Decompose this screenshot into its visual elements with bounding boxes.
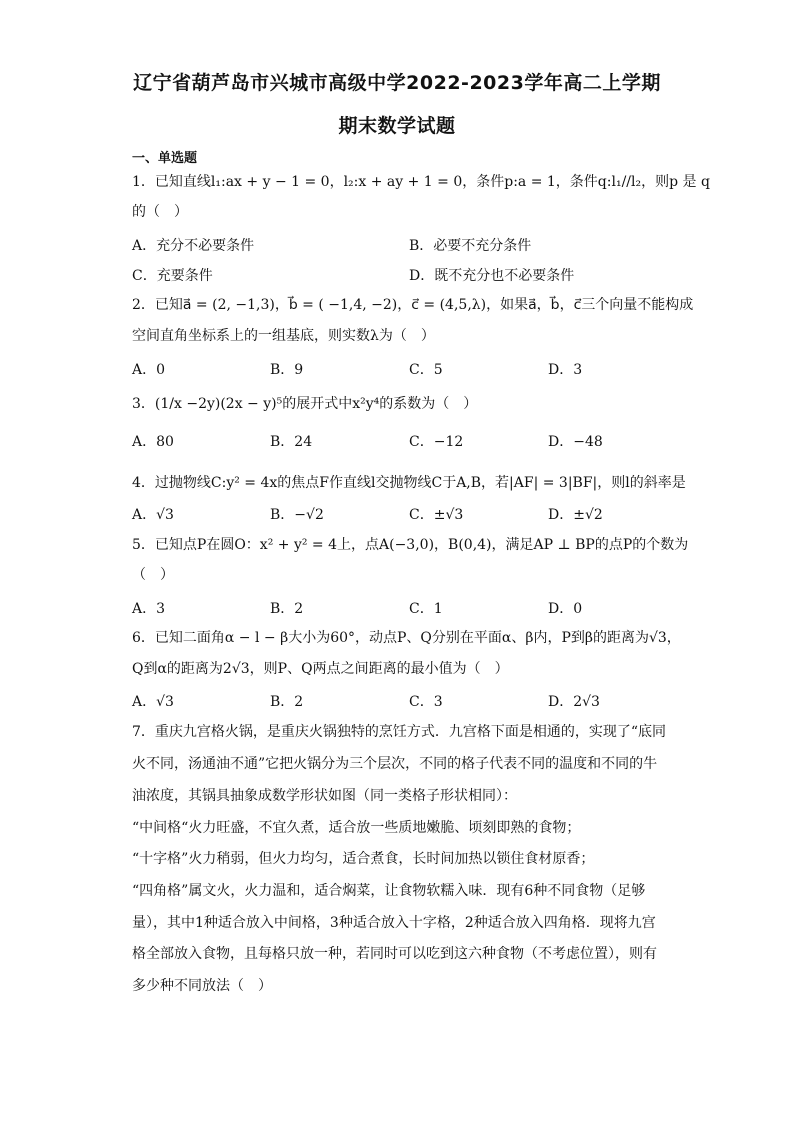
question-4-option-c: C．±√3 xyxy=(409,507,464,523)
question-7-line-4: “中间格“火力旺盛，不宜久煮，适合放一些质地嫩脆、顷刻即熟的食物； xyxy=(132,820,581,836)
question-7-line-2: 火不同，汤通油不通”它把火锅分为三个层次，不同的格子代表不同的温度和不同的牛 xyxy=(132,756,658,772)
question-3-option-b: B．24 xyxy=(270,434,313,450)
question-2-option-a: A．0 xyxy=(132,362,166,378)
question-3-line-1: 3．(1/x −2y)(2x − y)⁵的展开式中x²y⁴的系数为（ ） xyxy=(132,396,478,412)
question-6-option-d: D．2√3 xyxy=(548,694,600,710)
question-1-option-d: D．既不充分也不必要条件 xyxy=(409,268,575,284)
question-1-option-b: B．必要不充分条件 xyxy=(409,238,532,254)
question-2-option-d: D．3 xyxy=(548,362,583,378)
question-6-option-a: A．√3 xyxy=(132,694,174,710)
question-5-option-d: D．0 xyxy=(548,601,583,617)
question-1-option-a: A．充分不必要条件 xyxy=(132,238,255,254)
question-7-line-7: 量），其中1种适合放入中间格，3种适合放入十字格，2种适合放入四角格．现将九宫 xyxy=(132,915,656,931)
question-7-line-1: 7．重庆九宫格火锅，是重庆火锅独特的烹饪方式．九宫格下面是相通的，实现了“底同 xyxy=(132,724,667,740)
question-5-line-1: 5．已知点P在圆O：x² + y² = 4上，点A(−3,0)，B(0,4)，满足AP ⊥ BP的点P的个数为 xyxy=(132,537,689,553)
question-7-line-5: “十字格”火力稍弱，但火力均匀，适合煮食，长时间加热以锁住食材原香； xyxy=(132,851,595,867)
question-3-option-c: C．−12 xyxy=(409,434,464,450)
question-4-option-b: B．−√2 xyxy=(270,507,324,523)
question-5-option-b: B．2 xyxy=(270,601,304,617)
question-6-option-c: C．3 xyxy=(409,694,443,710)
question-2-option-b: B．9 xyxy=(270,362,304,378)
exam-title-line2: 期末数学试题 xyxy=(338,115,456,137)
question-1-line-1: 1．已知直线l₁:ax + y − 1 = 0，l₂:x + ay + 1 = 0，条件p:a = 1，条件q:l₁//l₂，则p 是 q xyxy=(132,174,710,190)
question-7-line-3: 油浓度，其锅具抽象成数学形状如图（同一类格子形状相同）： xyxy=(132,788,517,804)
question-7-line-9: 多少种不同放法（ ） xyxy=(132,978,272,994)
exam-title-line1: 辽宁省葫芦岛市兴城市高级中学2022-2023学年高二上学期 xyxy=(133,72,661,94)
question-2-option-c: C．5 xyxy=(409,362,443,378)
question-7-line-8: 格全部放入食物，且每格只放一种，若同时可以吃到这六种食物（不考虑位置），则有 xyxy=(132,946,657,962)
question-4-line-1: 4．过抛物线C:y² = 4x的焦点F作直线l交抛物线C于A,B，若|AF| = 3|BF|，则l的斜率是 xyxy=(132,475,686,491)
question-1-line-2: 的（ ） xyxy=(132,204,188,220)
question-5-option-c: C．1 xyxy=(409,601,443,617)
section-heading: 一、单选题 xyxy=(132,151,198,166)
question-4-option-d: D．±√2 xyxy=(548,507,603,523)
question-3-option-a: A．80 xyxy=(132,434,174,450)
question-7-line-6: “四角格”属文火，火力温和，适合焖菜，让食物软糯入味．现有6种不同食物（足够 xyxy=(132,883,646,899)
question-1-option-c: C．充要条件 xyxy=(132,268,213,284)
question-6-line-1: 6．已知二面角α − l − β大小为60°，动点P、Q分别在平面α、β内，P到β的距离为√3， xyxy=(132,630,681,646)
question-2-line-1: 2．已知a⃗ = (2, −1,3)，b⃗ = ( −1,4, −2)，c⃗ = (4,5,λ)，如果a⃗，b⃗，c⃗三个向量不能构成 xyxy=(132,297,694,313)
question-5-option-a: A．3 xyxy=(132,601,166,617)
question-6-option-b: B．2 xyxy=(270,694,304,710)
question-5-line-2: （ ） xyxy=(132,567,174,583)
question-4-option-a: A．√3 xyxy=(132,507,174,523)
question-2-line-2: 空间直角坐标系上的一组基底，则实数λ为（ ） xyxy=(132,328,435,344)
question-6-line-2: Q到α的距离为2√3，则P、Q两点之间距离的最小值为（ ） xyxy=(132,661,509,677)
question-3-option-d: D．−48 xyxy=(548,434,603,450)
